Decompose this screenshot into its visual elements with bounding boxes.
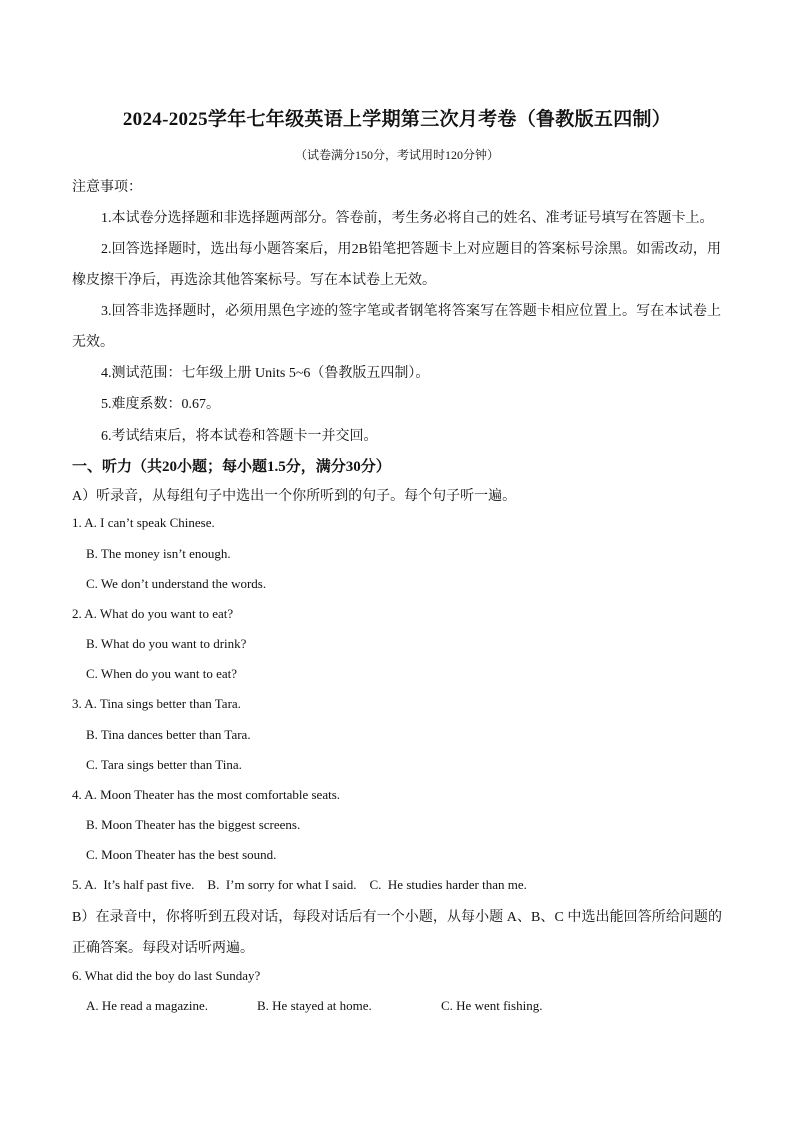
q3-option-c: C. Tara sings better than Tina.	[86, 757, 242, 772]
part-a-instructions: A）听录音，从每组句子中选出一个你所听到的句子。每个句子听一遍。	[72, 489, 517, 504]
note-item-2b: 橡皮擦干净后，再选涂其他答案标号。写在本试卷上无效。	[72, 273, 436, 288]
note-item-6: 6.考试结束后，将本试卷和答题卡一并交回。	[101, 429, 378, 444]
q6-option-b: B. He stayed at home.	[257, 998, 372, 1013]
q4-option-c: C. Moon Theater has the best sound.	[86, 847, 277, 862]
page-title: 2024-2025学年七年级英语上学期第三次月考卷（鲁教版五四制）	[122, 109, 672, 130]
q4-option-b: B. Moon Theater has the biggest screens.	[86, 817, 301, 832]
q1-option-a: 1. A. I can’t speak Chinese.	[72, 515, 215, 530]
q6-stem: 6. What did the boy do last Sunday?	[72, 968, 261, 983]
note-item-3b: 无效。	[72, 335, 114, 350]
q6-option-c: C. He went fishing.	[441, 998, 543, 1013]
q1-option-b: B. The money isn’t enough.	[86, 546, 231, 561]
q5-options: 5. A. It’s half past five. B. I’m sorry for what I said. C. He studies harder than me.	[72, 877, 527, 892]
note-item-4: 4.测试范围：七年级上册 Units 5~6（鲁教版五四制）。	[101, 366, 430, 381]
q2-option-a: 2. A. What do you want to eat?	[72, 606, 234, 621]
q2-option-c: C. When do you want to eat?	[86, 666, 238, 681]
q3-option-a: 3. A. Tina sings better than Tara.	[72, 696, 241, 711]
part-b-instructions-a: B）在录音中，你将听到五段对话，每段对话后有一个小题，从每小题 A、B、C 中选出能回答所给问题的	[72, 910, 722, 925]
section-heading: 一、听力（共20小题；每小题1.5分，满分30分）	[72, 459, 391, 475]
note-item-3a: 3.回答非选择题时，必须用黑色字迹的签字笔或者钢笔将答案写在答题卡相应位置上。写在本试卷上	[101, 304, 721, 319]
q6-option-a: A. He read a magazine.	[86, 998, 208, 1013]
note-item-1: 1.本试卷分选择题和非选择题两部分。答卷前，考生务必将自己的姓名、准考证号填写在答题卡上。	[101, 211, 714, 226]
part-b-instructions-b: 正确答案。每段对话听两遍。	[72, 941, 254, 956]
notes-heading: 注意事项：	[72, 180, 142, 195]
note-item-2a: 2.回答选择题时，选出每小题答案后，用2B铅笔把答题卡上对应题目的答案标号涂黑。如需改动，用	[101, 242, 721, 257]
q2-option-b: B. What do you want to drink?	[86, 636, 247, 651]
q1-option-c: C. We don’t understand the words.	[86, 576, 267, 591]
page-subtitle: （试卷满分150分，考试用时120分钟）	[294, 148, 499, 162]
q4-option-a: 4. A. Moon Theater has the most comfortable seats.	[72, 787, 341, 802]
note-item-5: 5.难度系数：0.67。	[101, 397, 220, 412]
q3-option-b: B. Tina dances better than Tara.	[86, 727, 251, 742]
